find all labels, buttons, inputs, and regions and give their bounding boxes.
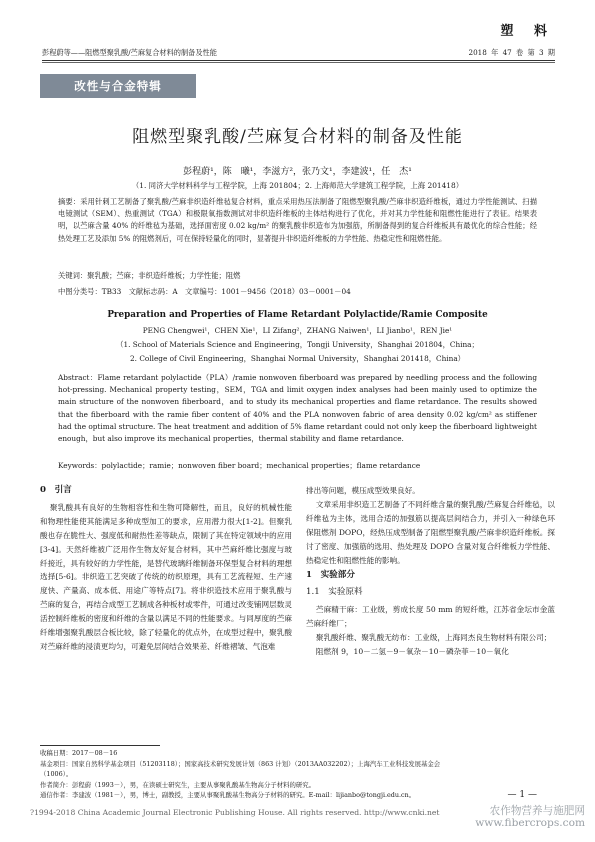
header-rule-thin bbox=[42, 62, 555, 63]
classification-cn: 中图分类号：TB33 文献标志码：A 文章编号：1001－9456（2018）03－0001－04 bbox=[58, 287, 351, 296]
title-cn: 阻燃型聚乳酸/苎麻复合材料的制备及性能 bbox=[132, 127, 463, 147]
materials-item: 苎麻精干麻：工业级，剪成长度 50 mm 的短纤维，江苏省金坛市金蓝苎麻纤维厂； bbox=[306, 605, 555, 629]
running-title: 彭程蔚等——阻燃型聚乳酸/苎麻复合材料的制备及性能 bbox=[42, 48, 217, 57]
materials-heading: 1.1 实验原料 bbox=[306, 587, 363, 598]
footnote-funding: 基金项目：国家自然科学基金项目（51203118）；国家高技术研究发展计划（863 计划）（2013AA032202）；上海汽车工业科技发展基金会（1006）。 bbox=[40, 759, 441, 779]
header-rule bbox=[42, 60, 555, 61]
footnote-received: 收稿日期：2017－08－16 bbox=[40, 749, 118, 757]
experiment-heading: 1 实验部分 bbox=[306, 570, 355, 581]
body-left-column bbox=[40, 484, 292, 654]
authors-cn: 彭程蔚¹，陈 曦¹，李滋方²，张乃文¹，李建波¹，任 杰¹ bbox=[183, 167, 412, 177]
issue-info: 2018 年 47 卷 第 3 期 bbox=[468, 48, 555, 57]
intro-heading: 0 引言 bbox=[40, 485, 72, 495]
page-number: — 1 — bbox=[507, 790, 537, 800]
intro-paragraph: 聚乳酸具有良好的生物相容性和生物可降解性，而且，良好的机械性能和物理性能使其能满足多种成型加工的要求，应用潜力很大[1-2]。但聚乳酸也存在脆性大、强度低和耐热性差等缺点，限制了其在特定领域中的应用[3-4]。天然纤维被广泛用作生物友好复合材料，其中苎麻纤维比强度与玻纤接近，具有较好的力学性能，是替代玻璃纤维制备环保型复合材料的理想选择[5-6]。非织造工艺突破了传统的纺织原理，具有工艺流程短、生产速度快、产量高、成本低、用途广等特点[7]。将非织造技术应用于聚乳酸与苎麻的复合，再结合成型工艺制成各种板材或零件，可通过改变铺网层数灵活控制纤维板的密度和纤维的含量以满足不同的性能要求。与同厚度的苎麻纤维增强聚乳酸层合板比较，除了轻量化的优点外，在成型过程中，聚乳酸对苎麻纤维的浸渍更均匀，可避免层间结合效果差、纤维褶皱、气泡难 bbox=[40, 502, 292, 651]
journal-name: 塑 料 bbox=[500, 24, 555, 39]
watermark-text: 农作物营养与施肥网 bbox=[489, 805, 585, 817]
affiliation-en-2: 2. College of Civil Engineering，Shanghai Normal University，Shanghai 201418，China） bbox=[130, 354, 465, 363]
footnote-corresponding: 通信作者：李建波（1981－），男，博士，副教授，主要从事聚乳酸基生物高分子材料的研究。E-mail：lijianbo@tongji.edu.cn。 bbox=[40, 791, 416, 800]
intro-paragraph-continued: 排出等问题，模压成型效果良好。 bbox=[306, 486, 420, 495]
abstract-en: Abstract：Flame retardant polylactide（PLA）/ramie nonwoven fiberboard was prepared by needling process and the following hot-pressing. Mechanical property testing，SEM，TGA and limit oxygen index analyses had been mainly used to optimize the main structure of the nonwoven fiberboard，and to study its mechanical properties and flame retardance. The results showed that the fiberboard with the ramie fiber content of 40% and the PLA nonwoven fabric of area density 0.02 kg/cm² as stiffener had the optimal structure. The heat treatment and addition of 5% flame retardant could not only keep the fiberboard lightweight enough，but also improve its mechanical properties，thermal stability and flame retardance. bbox=[58, 373, 537, 444]
authors-en: PENG Chengwei¹，CHEN Xie¹，LI Zifang²，ZHANG Naiwen¹，LI Jianbo¹，REN Jie¹ bbox=[142, 326, 453, 335]
keywords-cn: 关键词：聚乳酸；苎麻；非织造纤维板；力学性能；阻燃 bbox=[58, 271, 241, 280]
footnotes bbox=[40, 748, 460, 801]
body-right-column bbox=[306, 484, 555, 659]
section-tag: 改性与合金特辑 bbox=[40, 74, 196, 98]
watermark-url: www.fibercrops.com bbox=[475, 816, 585, 829]
affiliation-en-1: （1. School of Materials Science and Engineering，Tongji University，Shanghai 201804，China； bbox=[116, 340, 479, 349]
materials-item: 阻燃剂 9，10－二氢－9－氧杂－10－磷杂菲－10－氧化 bbox=[315, 646, 509, 656]
watermark bbox=[475, 806, 585, 829]
abstract-cn: 摘要：采用针刺工艺制备了聚乳酸/苎麻非织造纤维毡复合材料，重点采用热压法制备了阻燃型聚乳酸/苎麻非织造纤维板，通过力学性能测试、扫描电镜测试（SEM）、热重测试（TGA）和极限氧指数测试对非织造纤维板的主体结构进行了优化，并对其力学性能和阻燃性能进行了表征。结果表明，以苎麻含量 40% 的纤维毡为基础，选择面密度 0.02 kg/m² 的聚乳酸非织造布为加强筋，所制备得到的复合纤维板具有最优化的综合性能；经热处理工艺及添加 5% 的阻燃剂后，可在保持轻量化的同时，显著提升非织造纤维板的力学性能、热稳定性和阻燃性能。 bbox=[58, 197, 537, 243]
materials-item: 聚乳酸纤维、聚乳酸无纺布：工业级，上海同杰良生物材料有限公司； bbox=[315, 633, 552, 643]
title-en: Preparation and Properties of Flame Retardant Polylactide/Ramie Composite bbox=[107, 310, 488, 320]
footnote-rule bbox=[40, 745, 160, 746]
keywords-en: Keywords：polylactide；ramie；nonwoven fiber board；mechanical properties；flame retardance bbox=[58, 461, 421, 470]
intro-paragraph: 文章采用非织造工艺制备了不同纤维含量的聚乳酸/苎麻复合纤维毡，以纤维毡为主体，选用合适的加强筋以提高层间结合力，并引入一种绿色环保阻燃剂 DOPO，经热压成型制备了阻燃型聚乳酸/苎麻非织造纤维板。探讨了密度、加强筋的选用、热处理及 DOPO 含量对复合纤维板力学性能、热稳定性和阻燃性能的影响。 bbox=[306, 499, 555, 565]
affiliations-cn: （1. 同济大学材料科学与工程学院，上海 201804；2. 上海师范大学建筑工程学院，上海 201418） bbox=[131, 181, 464, 190]
footnote-author: 作者简介：彭程蔚（1993－），男，在读硕士研究生，主要从事聚乳酸基生物高分子材料的研究。 bbox=[40, 780, 316, 789]
copyright-footer: ?1994-2018 China Academic Journal Electronic Publishing House. All rights reserved. http://www.cnki.net bbox=[30, 808, 440, 817]
